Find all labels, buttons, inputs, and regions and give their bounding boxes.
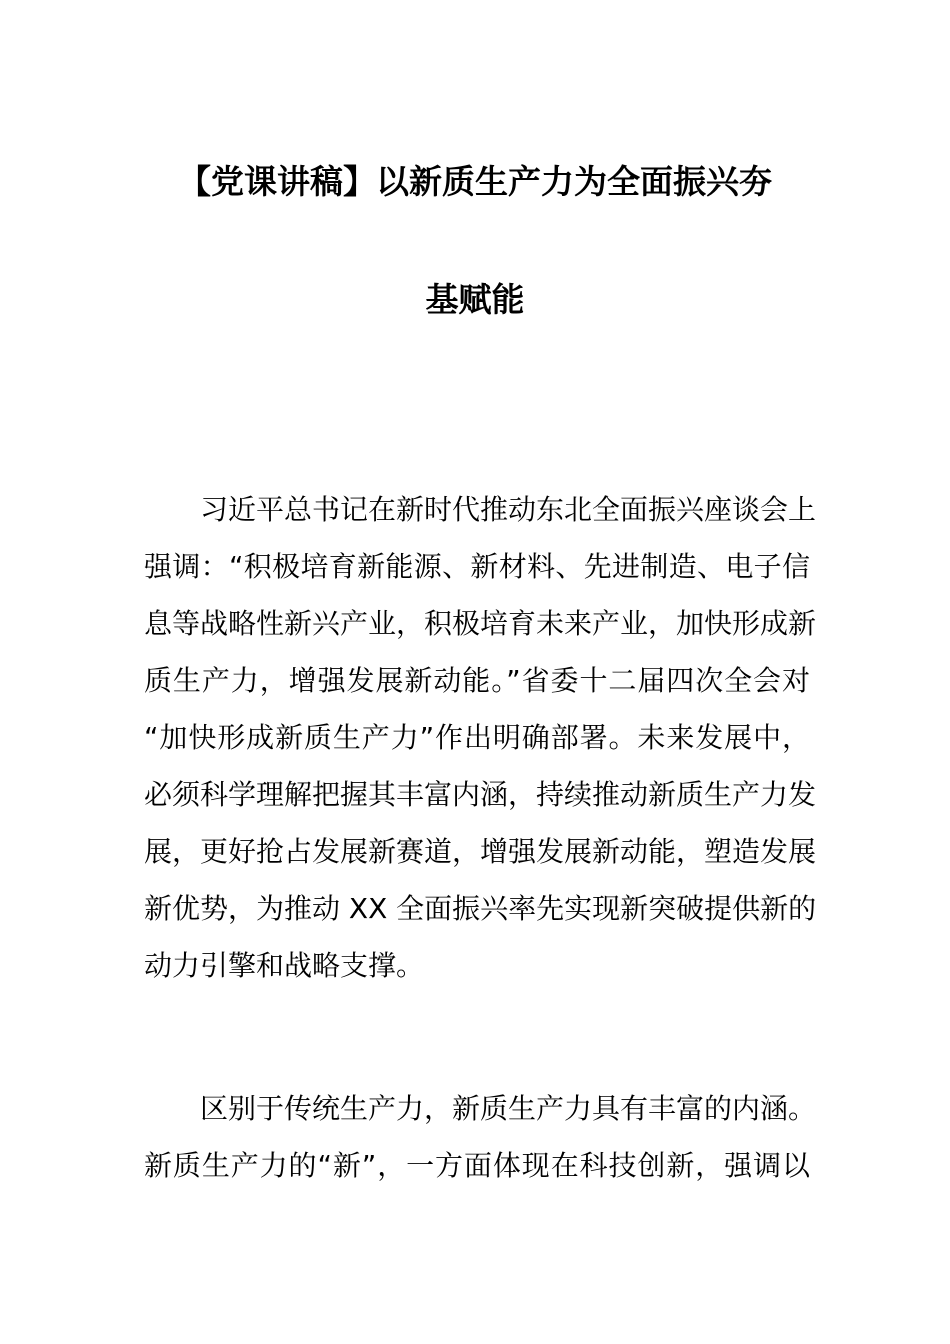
paragraph-1-line-5: “加快形成新质生产力”作出明确部署。未来发展中， xyxy=(144,721,810,754)
paragraph-1-line-3: 息等战略性新兴产业，积极培育未来产业，加快形成新 xyxy=(144,607,817,640)
paragraph-2-line-1: 区别于传统生产力，新质生产力具有丰富的内涵。 xyxy=(200,1092,817,1125)
paragraph-1-line-6: 必须科学理解把握其丰富内涵，持续推动新质生产力发 xyxy=(144,778,817,811)
paragraph-1-line-4: 质生产力，增强发展新动能。”省委十二届四次全会对 xyxy=(144,664,810,697)
paragraph-1-line-8: 新优势，为推动 XX 全面振兴率先实现新突破提供新的 xyxy=(144,892,817,925)
document-title-line-2: 基赋能 xyxy=(425,280,525,319)
paragraph-1-line-1: 习近平总书记在新时代推动东北全面振兴座谈会上 xyxy=(200,493,817,526)
paragraph-2-line-2: 新质生产力的“新”，一方面体现在科技创新，强调以 xyxy=(144,1149,810,1182)
paragraph-1-line-2: 强调：“积极培育新能源、新材料、先进制造、电子信 xyxy=(144,550,810,583)
paragraph-1-line-7: 展，更好抢占发展新赛道，增强发展新动能，塑造发展 xyxy=(144,835,817,868)
document-title-line-1: 【党课讲稿】以新质生产力为全面振兴夯 xyxy=(178,162,772,201)
paragraph-1-line-9: 动力引擎和战略支撑。 xyxy=(144,949,425,982)
